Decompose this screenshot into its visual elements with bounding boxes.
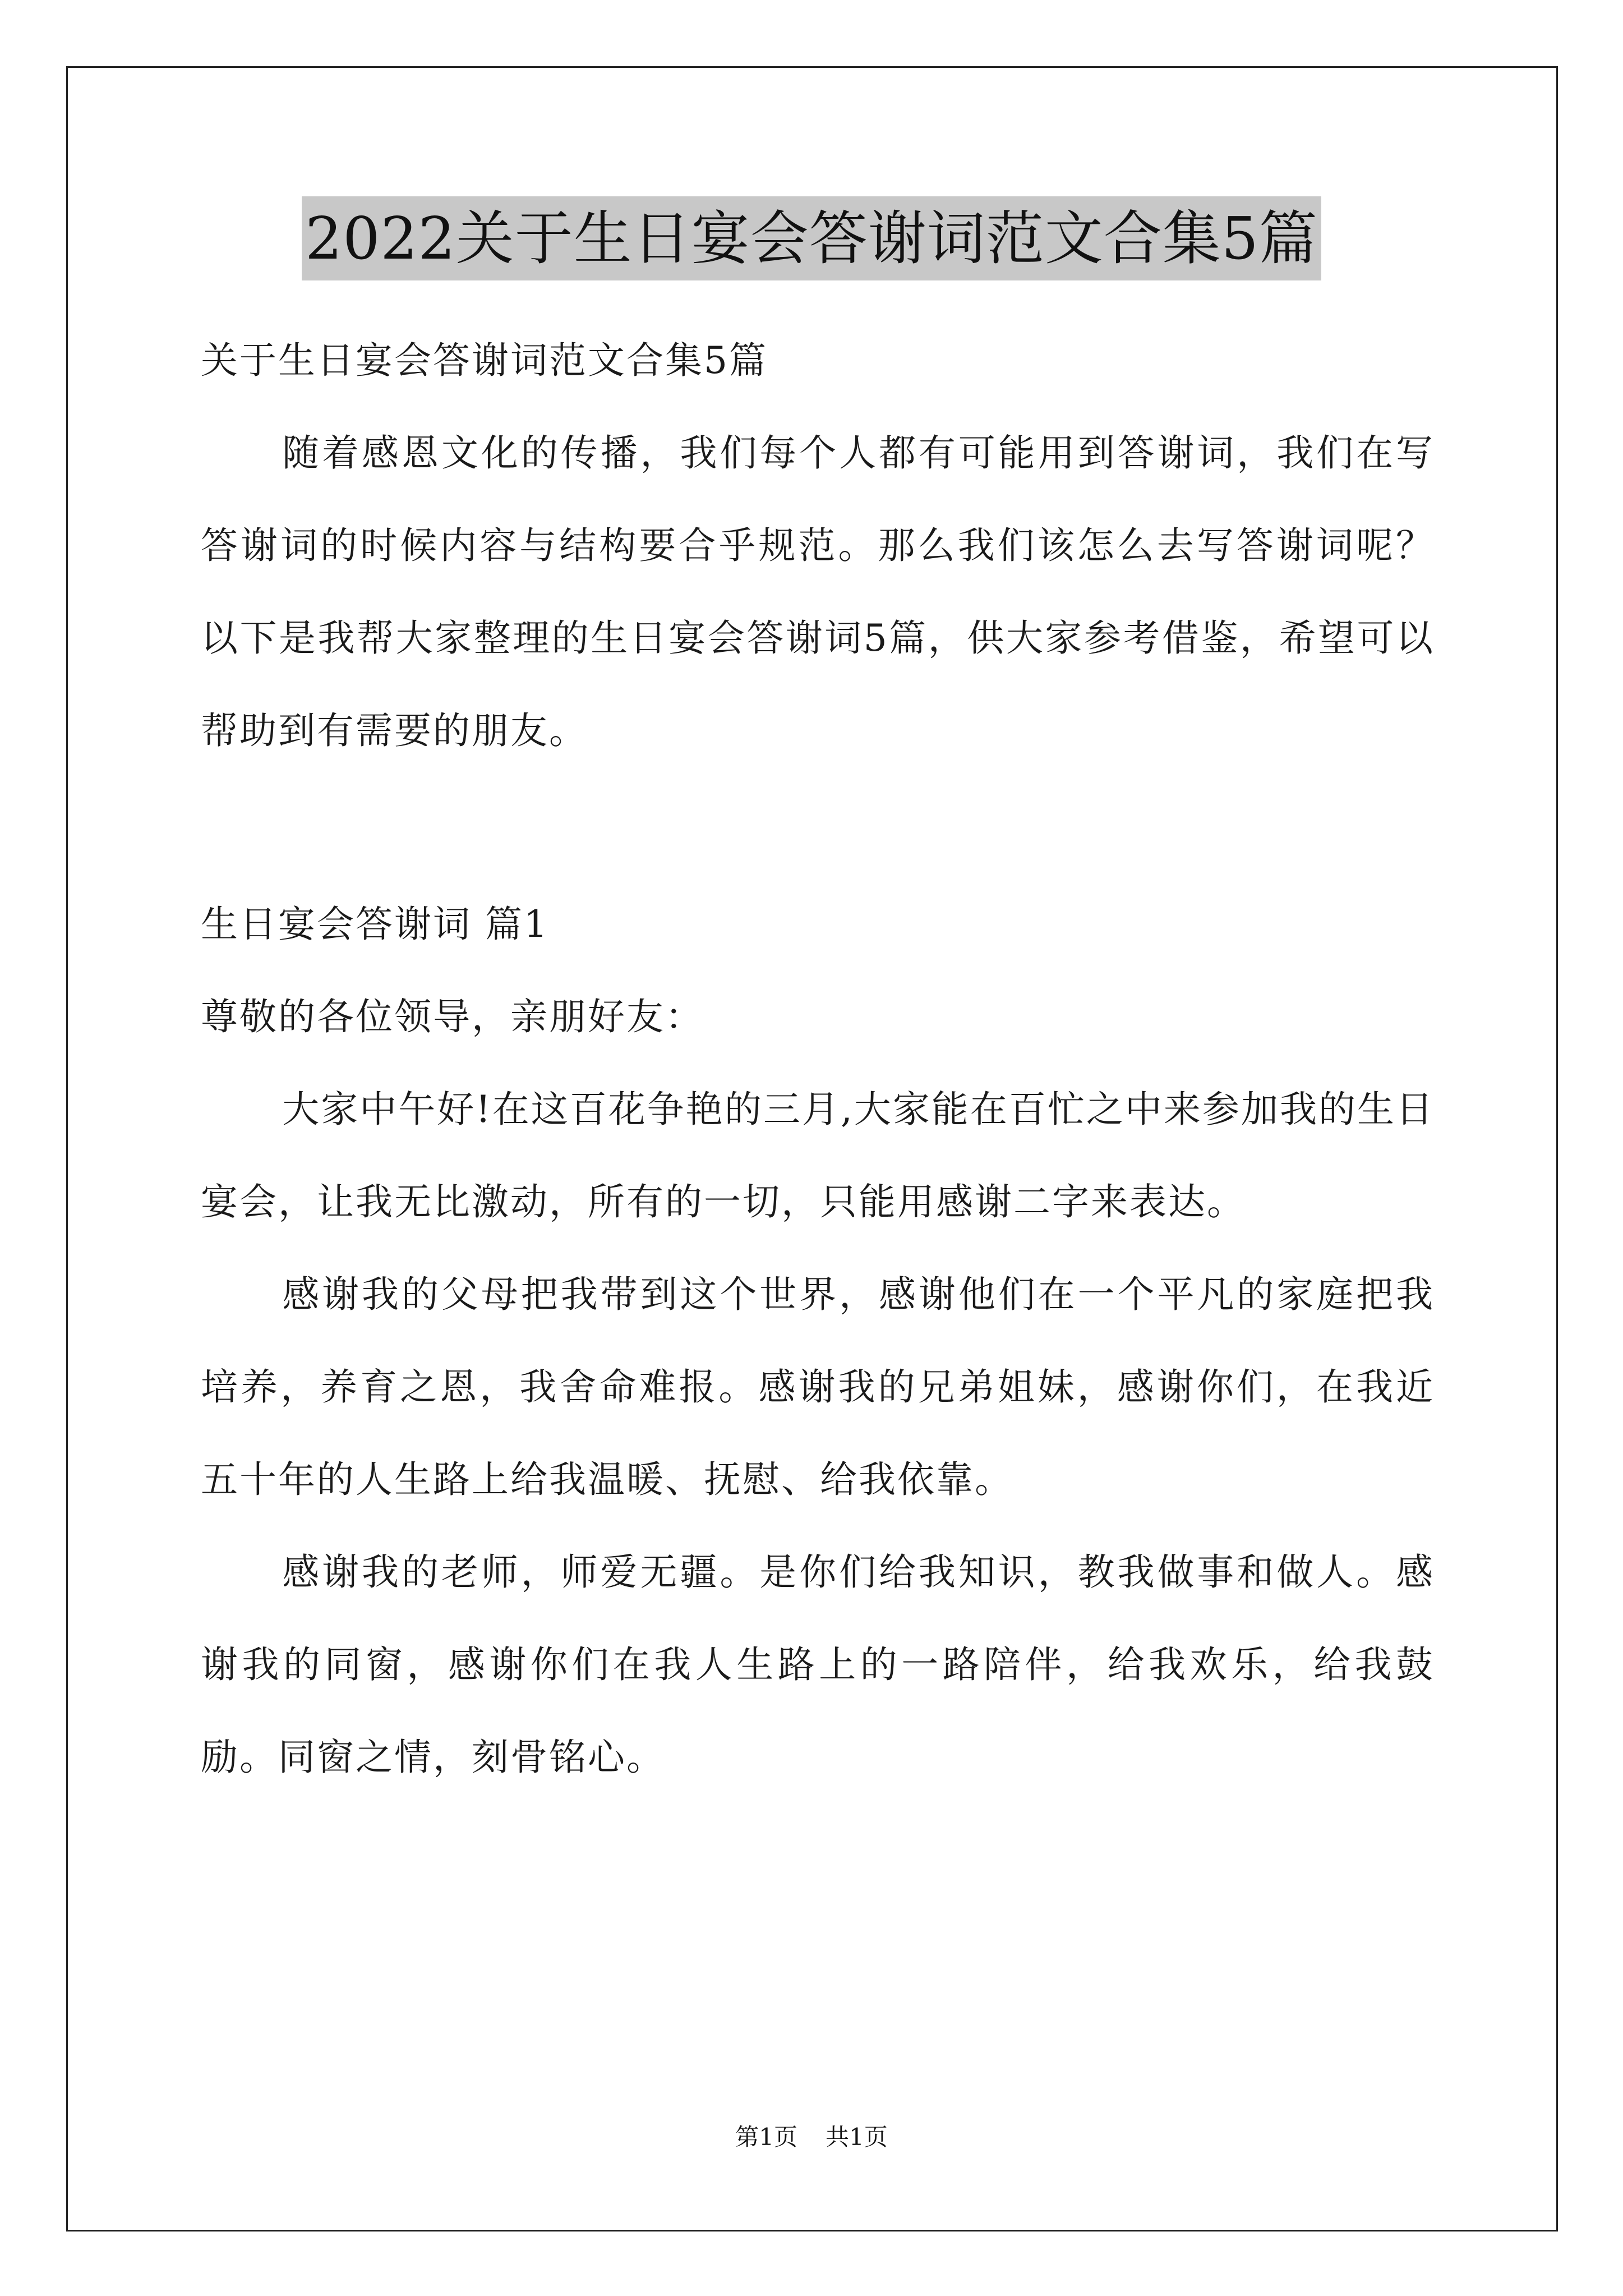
page-total: 共1页: [826, 2123, 888, 2151]
page-footer: [0, 2120, 1623, 2154]
body-paragraph-1: 大家中午好!在这百花争艳的三月,大家能在百忙之中来参加我的生日宴会，让我无比激动，所有的一切，只能用感谢二字来表达。: [201, 1088, 1435, 1223]
title-container: [0, 196, 1623, 280]
document-subtitle: 关于生日宴会答谢词范文合集5篇: [201, 339, 768, 382]
intro-paragraph: 随着感恩文化的传播，我们每个人都有可能用到答谢词，我们在写答谢词的时候内容与结构要合乎规范。那么我们该怎么去写答谢词呢？以下是我帮大家整理的生日宴会答谢词5篇，供大家参考借鉴，希望可以帮助到有需要的朋友。: [201, 431, 1435, 752]
section-heading: 生日宴会答谢词 篇1: [201, 903, 549, 946]
document-body: [201, 314, 1435, 1803]
page-number: 第1页: [735, 2123, 797, 2151]
body-paragraph-2: 感谢我的父母把我带到这个世界，感谢他们在一个平凡的家庭把我培养，养育之恩，我舍命难报。感谢我的兄弟姐妹，感谢你们，在我近五十年的人生路上给我温暖、抚慰、给我依靠。: [201, 1273, 1435, 1501]
document-title: 2022关于生日宴会答谢词范文合集5篇: [302, 196, 1321, 280]
body-paragraph-3: 感谢我的老师，师爱无疆。是你们给我知识，教我做事和做人。感谢我的同窗，感谢你们在我人生路上的一路陪伴，给我欢乐，给我鼓励。同窗之情，刻骨铭心。: [201, 1550, 1435, 1779]
salutation: 尊敬的各位领导，亲朋好友：: [201, 995, 704, 1038]
section-gap: [201, 777, 1435, 878]
